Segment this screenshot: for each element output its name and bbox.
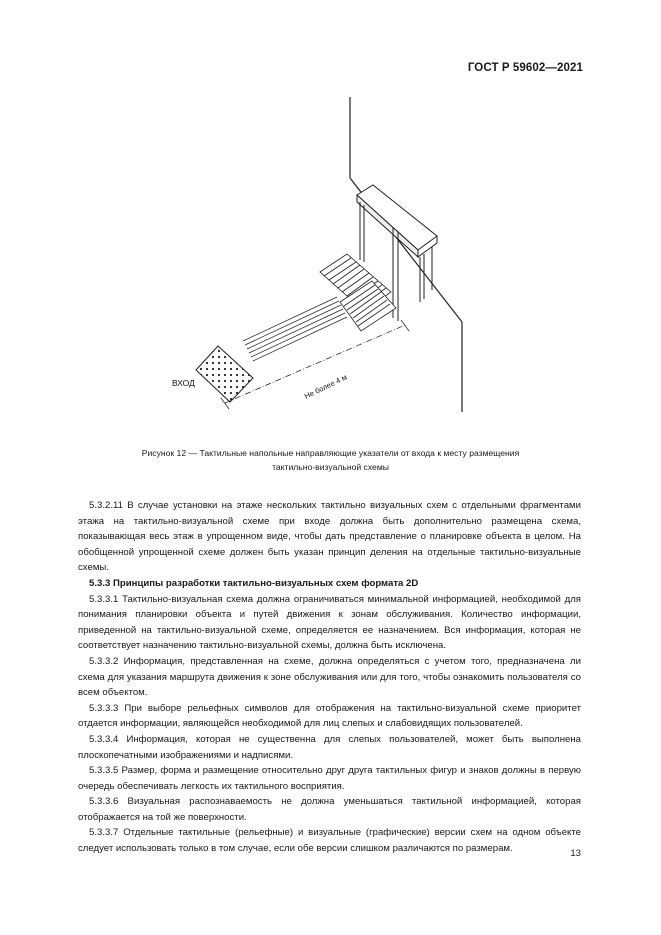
paragraph-5-3-3-7: 5.3.3.7 Отдельные тактильные (рельефные) и визуальные (графические) версии схем на одном объекте следует использовать только в том случае, если обе версии слишком различаются по размерам.: [78, 827, 581, 855]
paragraph-5-3-3-6: 5.3.3.6 Визуальная распознаваемость не должна уменьшаться тактильной информацией, которая отображается на той же поверхности.: [78, 796, 581, 823]
paragraph-5-3-3-1: 5.3.3.1 Тактильно-визуальная схема должна ограничиваться минимальной информацией, необходимой для понимания планировки объекта и путей движения к зонам обслуживания. Количество информации, приведенной на тактильно-визуальной схеме, определяется ее назначением. Вся информация, которая не соответствует назначению тактильно-визуальной схемы, должна быть исключена.: [78, 593, 581, 652]
distance-label: Не более 4 м: [302, 372, 349, 401]
caption-line-1: Рисунок 12 — Тактильные напольные направляющие указатели от входа к месту размещения: [141, 448, 520, 458]
paragraph-5-3-3-5: 5.3.3.5 Размер, форма и размещение относительно друг друга тактильных фигур и знаков должны в первую очередь обеспечивать легкость их тактильного восприятия.: [78, 765, 581, 792]
wall: [350, 97, 462, 412]
body-text: [78, 498, 581, 857]
standard-code: ГОСТ Р 59602—2021: [467, 62, 583, 74]
paragraph-5-3-3-4: 5.3.3.4 Информация, которая не существенна для слепых пользователей, может быть выполнена плоскопечатными изображениями и надписями.: [78, 733, 581, 761]
page-number: 13: [570, 848, 581, 859]
entrance-warning-tile: [196, 346, 253, 402]
paragraph-5-3-3-2: 5.3.3.2 Информация, представленная на схеме, должна определяться с учетом того, предназначена ли схема для указания маршрута движения к зоне обслуживания или для того, чтобы ознакомить пользователя со всем объектом.: [78, 655, 581, 699]
paragraph-5-3-3-3: 5.3.3.3 При выборе рельефных символов для отображения на тактильно-визуальной схеме приоритет отдается информации, являющейся необходимой для лиц слепых и слабовидящих пользователей.: [78, 702, 581, 730]
figure-caption: [80, 446, 581, 474]
section-heading-5-3-3: 5.3.3 Принципы разработки тактильно-визуальных схем формата 2D: [89, 577, 419, 589]
tactile-path-illustration: [0, 90, 661, 420]
figure-12: [0, 90, 661, 420]
entrance-label: ВХОД: [172, 378, 195, 388]
guidance-strip: [243, 297, 347, 361]
caption-line-2: тактильно-визуальной схемы: [272, 462, 389, 472]
paragraph-5-3-2-11: 5.3.2.11 В случае установки на этаже нескольких тактильно визуальных схем с отдельными фрагментами этажа на тактильно-визуальной схеме при входе должна быть дополнительно размещена схема, показывающая весь этаж в упрощенном виде, чтобы дать представление о планировке объекта в целом. На обобщенной упрощенной схеме должен быть указан принцип деления на отдельные тактильно-визуальные схемы.: [78, 500, 581, 574]
